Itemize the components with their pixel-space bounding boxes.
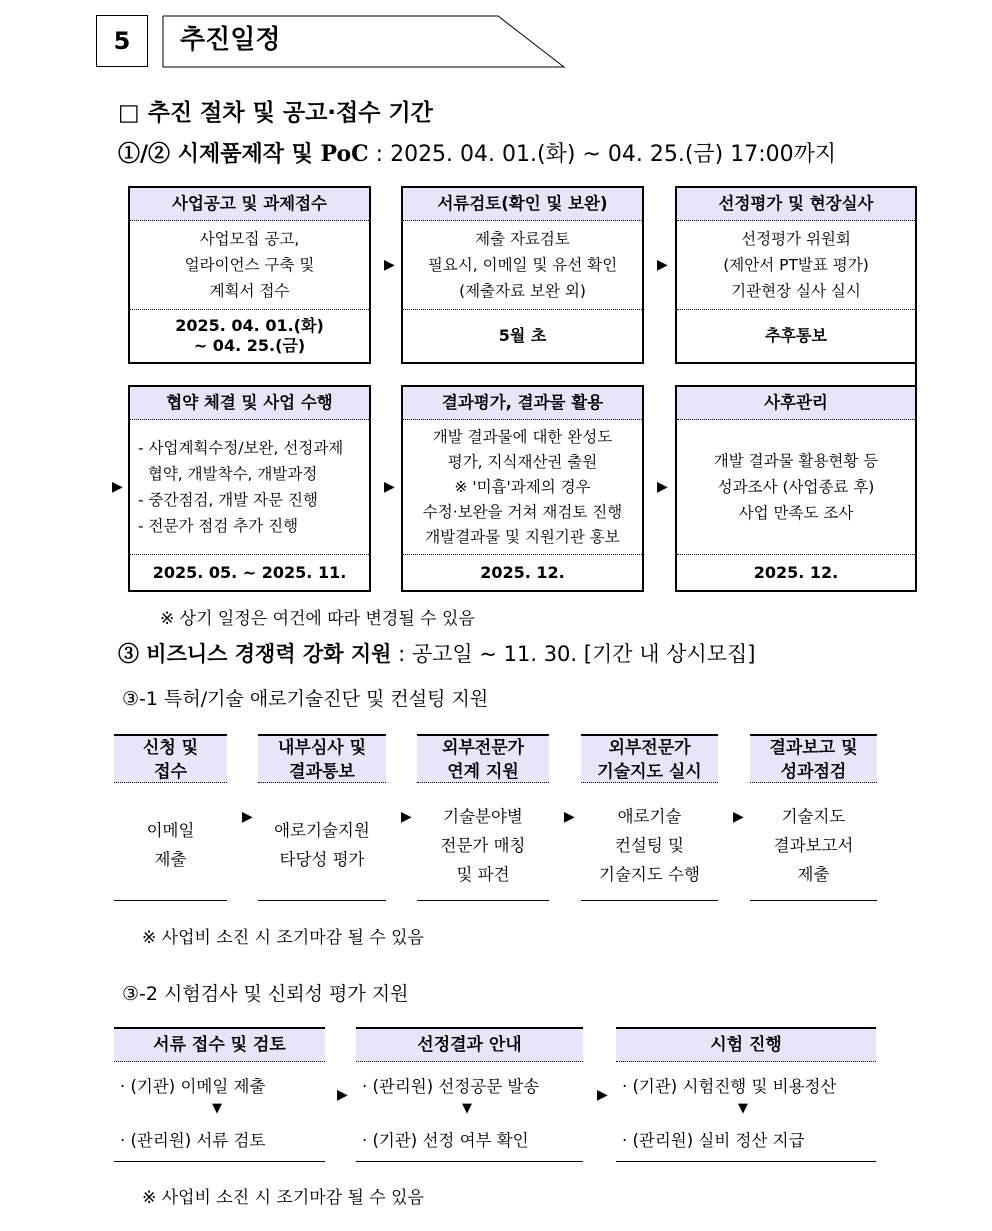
step-title-line: 외부전문가 xyxy=(441,738,525,758)
process-box-selection-evaluation xyxy=(675,186,917,364)
step-title-expert-link xyxy=(417,734,549,783)
box-line: 개발 결과물에 대한 완성도 xyxy=(432,427,613,446)
row-connector xyxy=(915,364,917,386)
step-body-expert-link xyxy=(417,790,549,901)
step-line: 제출 xyxy=(154,850,187,869)
step-title-line: 접수 xyxy=(154,762,187,782)
box-title: 결과평가, 결과물 활용 xyxy=(403,387,642,420)
arrow-right-icon: ▶ xyxy=(657,479,668,495)
box-line: 선정평가 위원회 xyxy=(741,230,851,248)
box-date: 2025. 05. ~ 2025. 11. xyxy=(152,563,347,582)
step-line: 애로기술지원 xyxy=(274,821,370,840)
step-line: 제출 xyxy=(797,864,830,884)
process-box-document-review xyxy=(401,186,644,364)
step-line: 기술지도 xyxy=(781,806,846,826)
box-line: - 중간점검, 개발 자문 진행 xyxy=(138,491,318,509)
arrow-right-icon: ▶ xyxy=(112,479,123,495)
arrow-right-icon: ▶ xyxy=(597,1087,608,1103)
box-line: ※ '미흡'과제의 경우 xyxy=(454,477,591,496)
step-title-line: 결과보고 및 xyxy=(769,738,858,758)
arrow-right-icon: ▶ xyxy=(337,1087,348,1103)
schedule-change-note: ※ 상기 일정은 여건에 따라 변경될 수 있음 xyxy=(160,609,475,629)
section-number: 5 xyxy=(96,15,148,67)
box-line: 수정·보완을 거쳐 재검토 진행 xyxy=(422,502,623,521)
step-title-result-report xyxy=(750,734,877,783)
step2-title-test: 시험 진행 xyxy=(616,1027,876,1062)
box-body xyxy=(403,420,642,555)
step2-title-selection: 선정결과 안내 xyxy=(356,1027,583,1062)
box-date: 2025. 12. xyxy=(480,563,565,582)
box-date-line: ~ 04. 25.(금) xyxy=(193,336,306,355)
step-line: 기술지도 수행 xyxy=(599,864,700,884)
box-line: 필요시, 이메일 및 유선 확인 xyxy=(427,256,618,274)
step-body-tech-guidance xyxy=(581,790,718,901)
subsection-3-1-title: ③-1 특허/기술 애로기술진단 및 컨설팅 지원 xyxy=(122,688,489,710)
section-title: □ 추진 절차 및 공고·접수 기간 xyxy=(118,100,433,126)
arrow-right-icon: ▶ xyxy=(733,809,744,825)
step-line: 기술분야별 xyxy=(443,806,523,826)
step-title-tech-guidance xyxy=(581,734,718,783)
arrow-right-icon: ▶ xyxy=(384,257,395,273)
box-body xyxy=(130,221,369,310)
subsection-1-2-label: ①/② 시제품제작 및 PoC xyxy=(118,141,369,167)
step-title-apply xyxy=(114,734,227,783)
step2-line: · (관리원) 실비 정산 지급 xyxy=(622,1131,805,1150)
process-box-agreement xyxy=(128,385,371,592)
box-line: 개발결과물 및 지원기관 홍보 xyxy=(425,527,620,546)
step-title-line: 연계 지원 xyxy=(447,762,519,782)
step-title-line: 성과점검 xyxy=(780,762,847,782)
subsection-1-2-period: : 2025. 04. 01.(화) ~ 04. 25.(금) 17:00까지 xyxy=(368,142,837,167)
box-body xyxy=(130,420,369,555)
box-line: 기관현장 실사 실시 xyxy=(731,282,861,300)
box-line: 평가, 지식재산권 출원 xyxy=(447,452,598,471)
arrow-down-icon: ▼ xyxy=(462,1101,472,1116)
step-body-apply xyxy=(114,790,227,901)
box-line: - 전문가 점검 추가 진행 xyxy=(138,517,299,535)
box-body xyxy=(403,221,642,310)
box-date: 2025. 12. xyxy=(753,563,839,582)
box-title: 선정평가 및 현장실사 xyxy=(677,188,915,221)
subsection-3-2-title: ③-2 시험검사 및 신뢰성 평가 지원 xyxy=(122,983,409,1005)
step2-line: · (관리원) 서류 검토 xyxy=(120,1131,266,1150)
arrow-right-icon: ▶ xyxy=(401,809,412,825)
step-line: 이메일 xyxy=(146,821,195,840)
box-line: 얼라이언스 구축 및 xyxy=(184,256,315,274)
arrow-right-icon: ▶ xyxy=(384,479,395,495)
step-line: 타당성 평가 xyxy=(279,850,365,869)
box-date-line: 2025. 04. 01.(화) xyxy=(175,316,324,335)
box-title: 서류검토(확인 및 보완) xyxy=(403,188,642,221)
box-line: (제안서 PT발표 평가) xyxy=(723,256,869,274)
step2-body-test xyxy=(616,1061,876,1162)
box-title: 협약 체결 및 사업 수행 xyxy=(130,387,369,420)
box-title: 사업공고 및 과제접수 xyxy=(130,188,369,221)
process-box-announcement xyxy=(128,186,371,364)
step2-body-selection xyxy=(356,1061,583,1162)
box-title: 사후관리 xyxy=(677,387,915,420)
step-title-internal-review xyxy=(258,734,386,783)
step-title-line: 결과통보 xyxy=(289,762,355,782)
step-body-result-report xyxy=(750,790,877,901)
arrow-down-icon: ▼ xyxy=(738,1101,748,1116)
arrow-right-icon: ▶ xyxy=(242,809,253,825)
arrow-down-icon: ▼ xyxy=(212,1101,222,1116)
step2-line: · (기관) 선정 여부 확인 xyxy=(362,1131,529,1150)
box-date xyxy=(130,310,369,362)
process-box-result-evaluation xyxy=(401,385,644,592)
subsection-1-2-heading xyxy=(118,137,836,168)
page-title: 추진일정 xyxy=(180,25,281,55)
box-line: 계획서 접수 xyxy=(209,282,290,300)
box-line: 사업 만족도 조사 xyxy=(738,504,854,522)
step2-line: · (관리원) 선정공문 발송 xyxy=(362,1077,540,1096)
box-line: 제출 자료검토 xyxy=(475,230,570,248)
step-line: 애로기술 xyxy=(617,806,682,826)
subsection-3-period: : 공고일 ~ 11. 30. [기간 내 상시모집] xyxy=(391,642,756,666)
box-date: 추후통보 xyxy=(765,326,827,345)
box-line: (제출자료 보완 외) xyxy=(459,282,586,300)
box-line: 개발 결과물 활용현황 등 xyxy=(713,452,879,470)
box-line: - 사업계획수정/보완, 선정과제 xyxy=(138,439,344,457)
step2-title-document: 서류 접수 및 검토 xyxy=(114,1027,325,1062)
box-line: 협약, 개발착수, 개발과정 xyxy=(138,465,318,483)
step-title-line: 기술지도 실시 xyxy=(597,762,702,782)
box-body xyxy=(677,420,915,555)
step-line: 및 파견 xyxy=(456,864,510,884)
subsection-3-heading xyxy=(118,638,756,668)
step2-body-document xyxy=(114,1061,325,1162)
step2-line: · (기관) 시험진행 및 비용정산 xyxy=(622,1077,837,1096)
step2-line: · (기관) 이메일 제출 xyxy=(120,1077,266,1096)
subsection-3-label: ③ 비즈니스 경쟁력 강화 지원 xyxy=(118,641,392,666)
early-close-note-2: ※ 사업비 소진 시 조기마감 될 수 있음 xyxy=(142,1188,424,1208)
step-line: 전문가 매칭 xyxy=(440,835,526,855)
box-date: 5월 초 xyxy=(498,326,547,345)
step-line: 결과보고서 xyxy=(773,835,854,855)
step-line: 컨설팅 및 xyxy=(614,835,684,855)
process-box-follow-up xyxy=(675,385,917,592)
step-title-line: 신청 및 xyxy=(142,738,199,758)
step-title-line: 내부심사 및 xyxy=(277,738,367,758)
step-title-line: 외부전문가 xyxy=(608,738,691,758)
arrow-right-icon: ▶ xyxy=(657,257,668,273)
box-line: 사업모집 공고, xyxy=(199,230,300,248)
box-body xyxy=(677,221,915,310)
box-line: 성과조사 (사업종료 후) xyxy=(717,478,875,496)
arrow-right-icon: ▶ xyxy=(564,809,575,825)
early-close-note-1: ※ 사업비 소진 시 조기마감 될 수 있음 xyxy=(142,928,424,948)
step-body-internal-review xyxy=(258,790,386,901)
